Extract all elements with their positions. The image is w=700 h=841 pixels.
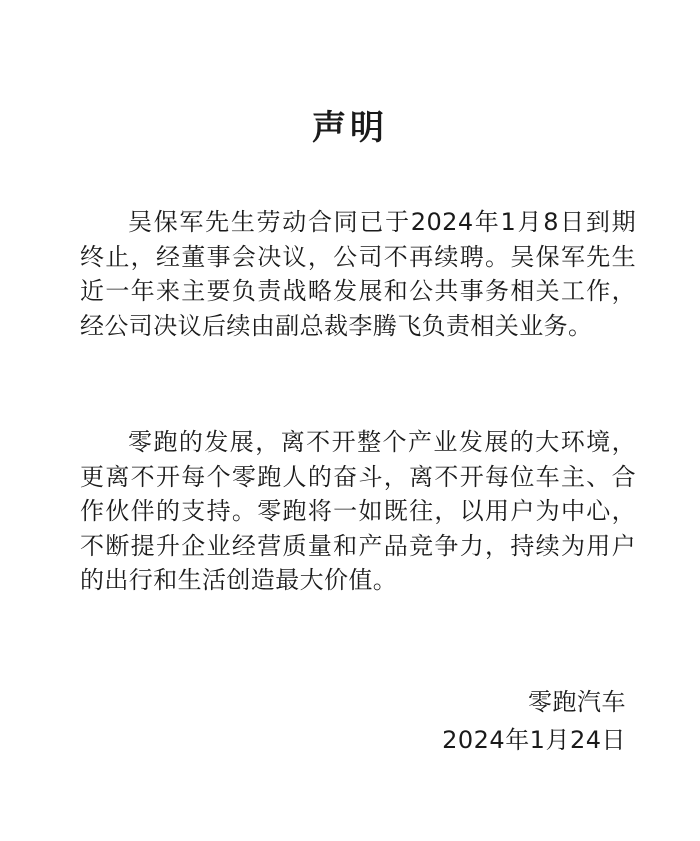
signature-block (442, 683, 626, 759)
signature-company: 零跑汽车 (528, 688, 626, 716)
document-title: 声明 (312, 108, 388, 148)
paragraph-company-commitment: 零跑的发展，离不开整个产业发展的大环境，更离不开每个零跑人的奋斗，离不开每位车主、合作伙伴的支持。零跑将一如既往，以用户为中心，不断提升企业经营质量和产品竞争力，持续为用户的出行和生活创造最大价值。 (80, 428, 636, 594)
signature-date: 2024年1月24日 (442, 726, 626, 754)
paragraph-personnel-notice: 吴保军先生劳动合同已于2024年1月8日到期终止，经董事会决议，公司不再续聘。吴保军先生近一年来主要负责战略发展和公共事务相关工作，经公司决议后续由副总裁李腾飞负责相关业务。 (80, 208, 636, 340)
